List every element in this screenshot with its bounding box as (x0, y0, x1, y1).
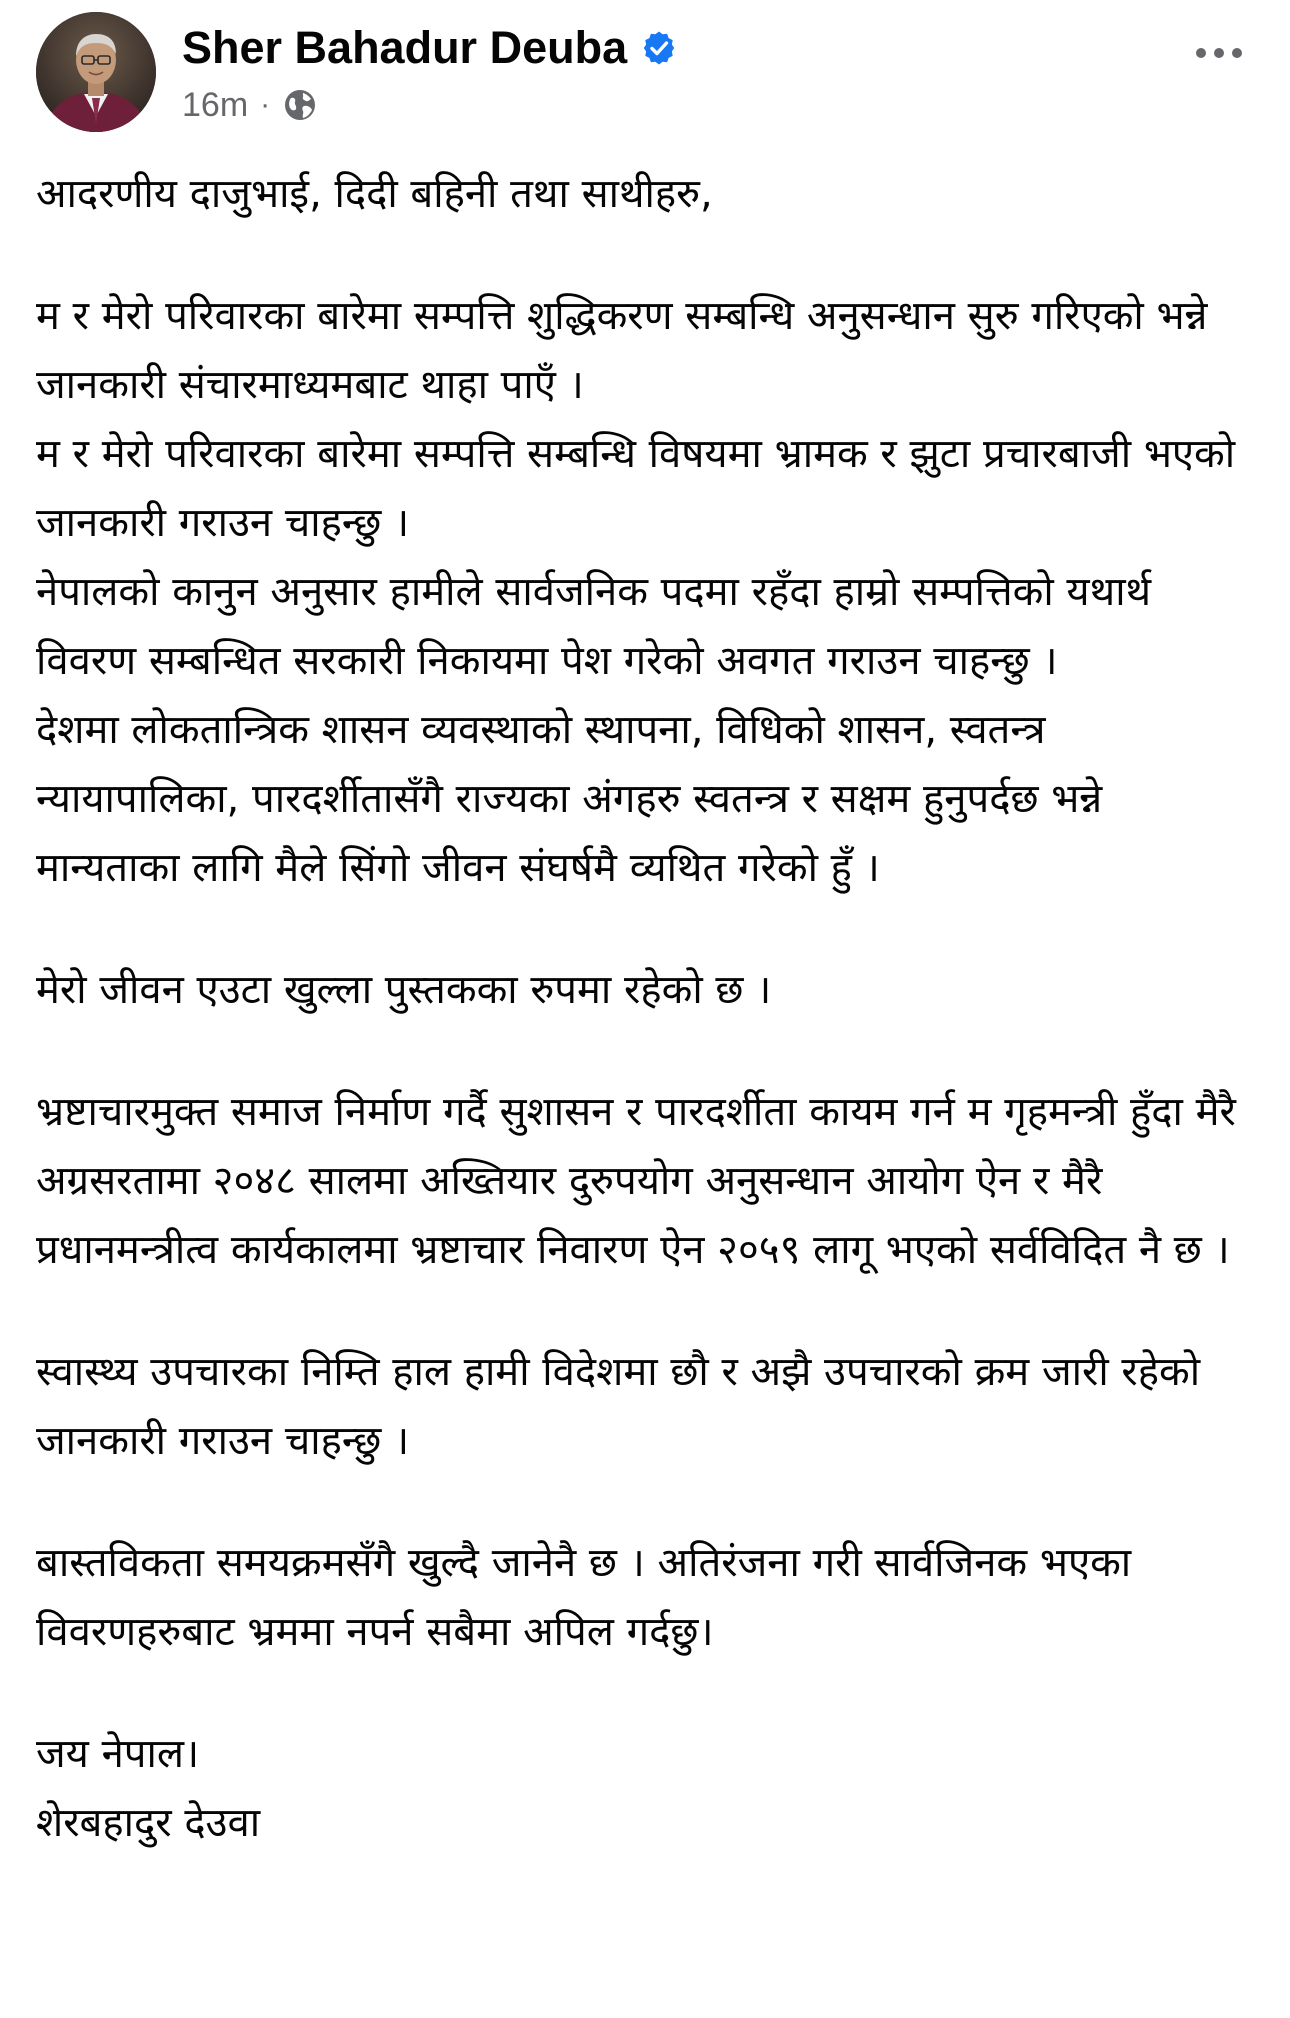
verified-badge-icon (641, 30, 677, 66)
post-paragraph: आदरणीय दाजुभाई, दिदी बहिनी तथा साथीहरु, (36, 171, 713, 217)
meta-separator: · (260, 88, 271, 121)
more-options-button[interactable] (1184, 28, 1254, 78)
post-paragraph: नेपालको कानुन अनुसार हामीले सार्वजनिक पदमा रहँदा हाम्रो सम्पत्तिको यथार्थ विवरण सम्बन्धित सरकारी निकायमा पेश गरेको अवगत गराउन चाहन्छु । (36, 569, 1164, 684)
post-paragraph: बास्तविकता समयक्रमसँगै खुल्दै जानेनै छ । अतिरंजना गरी सार्वजिनक भएका विवरणहरुबाट भ्रममा नपर्न सबैमा अपिल गर्दछु। (36, 1540, 1144, 1655)
post-text (36, 160, 1256, 1858)
avatar-image (36, 12, 156, 132)
avatar[interactable] (36, 12, 156, 132)
post-paragraph: म र मेरो परिवारका बारेमा सम्पत्ति शुद्धिकरण सम्बन्धि अनुसन्धान सुरु गरिएको भन्ने जानकारी संचारमाध्यमबाट थाहा पाएँ । (36, 293, 1221, 408)
post-paragraph: देशमा लोकतान्त्रिक शासन व्यवस्थाको स्थापना, विधिको शासन, स्वतन्त्र न्यायापालिका, पारदर्शीतासँगै राज्यका अंगहरु स्वतन्त्र र सक्षम हुनुपर्दछ भन्ने मान्यताका लागि मैले सिंगो जीवन संघर्षमै व्यथित गरेको हुँ । (36, 707, 1115, 891)
post-paragraph: भ्रष्टाचारमुक्त समाज निर्माण गर्दै सुशासन र पारदर्शीता कायम गर्न म गृहमन्त्री हुँदा मैरै अग्रसरतामा २०४८ सालमा अख्तियार दुरुपयोग अनुसन्धान आयोग ऐन र मैरै प्रधानमन्त्रीत्व कार्यकालमा भ्रष्टाचार निवारण ऐन २०५९ लागू भएको सर्वविदित नै छ । (36, 1089, 1249, 1273)
globe-icon[interactable] (282, 87, 318, 123)
post-paragraph: जय नेपाल। (36, 1731, 200, 1777)
post-signature: शेरबहादुर देउवा (36, 1800, 261, 1846)
author-name[interactable]: Sher Bahadur Deuba (182, 22, 628, 73)
post-paragraph: स्वास्थ्य उपचारका निम्ति हाल हामी विदेशमा छौ र अझै उपचारको क्रम जारी रहेको जानकारी गराउन चाहन्छु । (36, 1349, 1213, 1464)
post-paragraph: म र मेरो परिवारका बारेमा सम्पत्ति सम्बन्धि विषयमा भ्रामक र झुटा प्रचारबाजी भएको जानकारी गराउन चाहन्छु । (36, 431, 1248, 546)
post-meta (182, 82, 677, 128)
author-row (182, 20, 677, 76)
author-block (182, 20, 677, 128)
post-paragraph: मेरो जीवन एउटा खुल्ला पुस्तकका रुपमा रहेको छ । (36, 967, 772, 1013)
more-horizontal-icon (1195, 47, 1243, 59)
post-timestamp[interactable]: 16m (182, 85, 249, 124)
post-header (36, 12, 1254, 142)
